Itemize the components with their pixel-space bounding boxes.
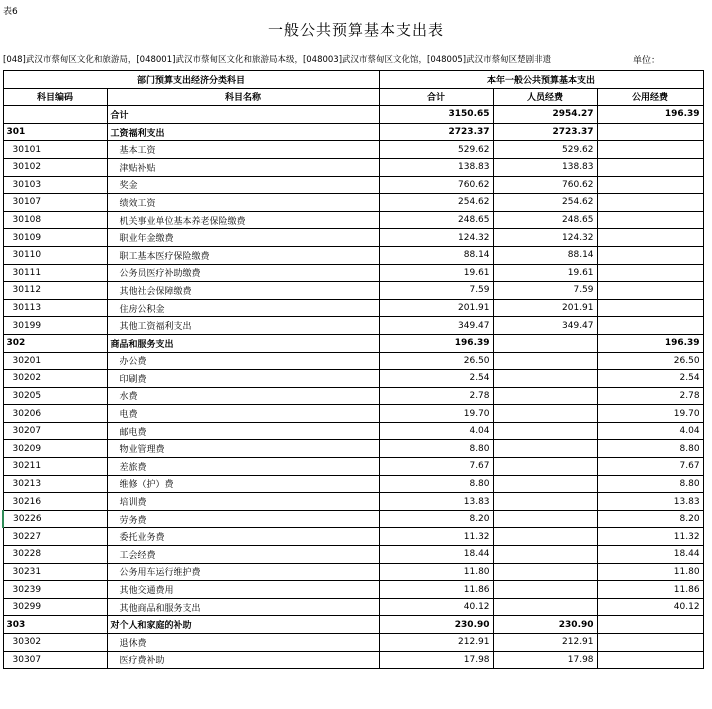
row-public	[597, 246, 703, 264]
row-code: 30209	[3, 440, 107, 458]
row-code: 303	[3, 616, 107, 634]
row-total: 88.14	[379, 246, 493, 264]
row-name: 劳务费	[107, 510, 379, 528]
table-row	[3, 246, 703, 264]
row-code: 30101	[3, 141, 107, 159]
row-public: 13.83	[597, 493, 703, 511]
header-row-columns	[3, 88, 703, 106]
row-code: 30205	[3, 387, 107, 405]
budget-table	[2, 70, 704, 669]
row-total: 8.20	[379, 510, 493, 528]
table-row	[3, 598, 703, 616]
table-row	[3, 387, 703, 405]
table-row	[3, 510, 703, 528]
row-code: 30107	[3, 194, 107, 212]
row-total: 2.78	[379, 387, 493, 405]
row-personnel	[493, 563, 597, 581]
row-public: 196.39	[597, 334, 703, 352]
table-row	[3, 194, 703, 212]
header-public: 公用经费	[597, 88, 703, 106]
row-name: 公务员医疗补助缴费	[107, 264, 379, 282]
row-total: 8.80	[379, 440, 493, 458]
row-name: 维修（护）费	[107, 475, 379, 493]
row-personnel	[493, 405, 597, 423]
row-public: 2.78	[597, 387, 703, 405]
row-public	[597, 211, 703, 229]
row-total: 349.47	[379, 317, 493, 335]
row-public	[597, 317, 703, 335]
unit-label: 单位：	[633, 56, 661, 66]
row-total: 201.91	[379, 299, 493, 317]
row-total: 529.62	[379, 141, 493, 159]
table-row	[3, 493, 703, 511]
row-code: 30103	[3, 176, 107, 194]
row-code: 302	[3, 334, 107, 352]
row-code: 30110	[3, 246, 107, 264]
row-code: 30231	[3, 563, 107, 581]
table-row	[3, 123, 703, 141]
row-name: 对个人和家庭的补助	[107, 616, 379, 634]
table-row	[3, 422, 703, 440]
row-personnel: 201.91	[493, 299, 597, 317]
row-code: 30112	[3, 282, 107, 300]
row-public: 11.80	[597, 563, 703, 581]
row-personnel: 529.62	[493, 141, 597, 159]
row-total: 138.83	[379, 158, 493, 176]
row-name: 其他社会保障缴费	[107, 282, 379, 300]
table-row	[3, 211, 703, 229]
row-public	[597, 158, 703, 176]
row-code: 30216	[3, 493, 107, 511]
table-row	[3, 229, 703, 247]
row-name: 住房公积金	[107, 299, 379, 317]
row-personnel	[493, 334, 597, 352]
row-total: 230.90	[379, 616, 493, 634]
row-total: 7.67	[379, 458, 493, 476]
row-code: 30307	[3, 651, 107, 669]
row-public: 2.54	[597, 370, 703, 388]
row-code: 30228	[3, 546, 107, 564]
row-total: 212.91	[379, 634, 493, 652]
row-code: 30102	[3, 158, 107, 176]
header-row-group	[3, 71, 703, 89]
row-code: 30227	[3, 528, 107, 546]
row-public: 8.80	[597, 475, 703, 493]
row-name: 津贴补贴	[107, 158, 379, 176]
row-code: 30201	[3, 352, 107, 370]
row-personnel	[493, 493, 597, 511]
header-group-right: 本年一般公共预算基本支出	[379, 71, 703, 89]
table-row	[3, 458, 703, 476]
row-name: 其他交通费用	[107, 581, 379, 599]
table-row	[3, 334, 703, 352]
row-public: 26.50	[597, 352, 703, 370]
row-personnel	[493, 352, 597, 370]
row-total: 13.83	[379, 493, 493, 511]
header-name: 科目名称	[107, 88, 379, 106]
row-personnel	[493, 387, 597, 405]
row-name: 水费	[107, 387, 379, 405]
row-personnel: 760.62	[493, 176, 597, 194]
row-personnel	[493, 458, 597, 476]
table-row	[3, 634, 703, 652]
row-name: 奖金	[107, 176, 379, 194]
row-public: 7.67	[597, 458, 703, 476]
table-row	[3, 264, 703, 282]
table-number: 表6	[3, 7, 18, 17]
row-name: 工会经费	[107, 546, 379, 564]
row-public: 8.20	[597, 510, 703, 528]
table-row	[3, 141, 703, 159]
row-name: 其他商品和服务支出	[107, 598, 379, 616]
row-public	[597, 229, 703, 247]
row-personnel: 124.32	[493, 229, 597, 247]
row-public	[597, 651, 703, 669]
total-total: 3150.65	[379, 106, 493, 124]
header-total: 合计	[379, 88, 493, 106]
table-row	[3, 475, 703, 493]
row-name: 基本工资	[107, 141, 379, 159]
row-total: 248.65	[379, 211, 493, 229]
row-public	[597, 299, 703, 317]
row-public: 19.70	[597, 405, 703, 423]
row-total: 40.12	[379, 598, 493, 616]
row-name: 邮电费	[107, 422, 379, 440]
page-title: 一般公共预算基本支出表	[267, 21, 444, 39]
row-personnel: 248.65	[493, 211, 597, 229]
row-public	[597, 123, 703, 141]
row-total: 18.44	[379, 546, 493, 564]
row-name: 委托业务费	[107, 528, 379, 546]
row-total: 760.62	[379, 176, 493, 194]
row-name: 印刷费	[107, 370, 379, 388]
row-public: 11.32	[597, 528, 703, 546]
row-public: 18.44	[597, 546, 703, 564]
row-public	[597, 616, 703, 634]
row-name: 职业年金缴费	[107, 229, 379, 247]
row-code: 30111	[3, 264, 107, 282]
row-name: 差旅费	[107, 458, 379, 476]
row-public: 4.04	[597, 422, 703, 440]
row-name: 职工基本医疗保险缴费	[107, 246, 379, 264]
row-personnel: 2723.37	[493, 123, 597, 141]
header-code: 科目编码	[3, 88, 107, 106]
row-code: 30109	[3, 229, 107, 247]
row-personnel	[493, 475, 597, 493]
row-public	[597, 141, 703, 159]
row-name: 物业管理费	[107, 440, 379, 458]
row-total: 17.98	[379, 651, 493, 669]
row-personnel: 212.91	[493, 634, 597, 652]
table-row	[3, 299, 703, 317]
row-personnel: 230.90	[493, 616, 597, 634]
row-personnel	[493, 528, 597, 546]
header-group-left: 部门预算支出经济分类科目	[3, 71, 379, 89]
row-total: 11.80	[379, 563, 493, 581]
table-row	[3, 616, 703, 634]
unit-list: [048]武汉市蔡甸区文化和旅游局，[048001]武汉市蔡甸区文化和旅游局本级，[048003]武汉市蔡甸区文化馆，[048005]武汉市蔡甸区楚剧非遗	[3, 55, 552, 65]
row-code: 30206	[3, 405, 107, 423]
table-row	[3, 352, 703, 370]
row-total: 19.61	[379, 264, 493, 282]
row-name: 公务用车运行维护费	[107, 563, 379, 581]
row-total: 7.59	[379, 282, 493, 300]
row-public	[597, 282, 703, 300]
row-personnel: 254.62	[493, 194, 597, 212]
table-row	[3, 651, 703, 669]
row-personnel	[493, 440, 597, 458]
row-public	[597, 634, 703, 652]
row-name: 其他工资福利支出	[107, 317, 379, 335]
row-name: 机关事业单位基本养老保险缴费	[107, 211, 379, 229]
table-row	[3, 581, 703, 599]
row-public: 40.12	[597, 598, 703, 616]
row-name: 办公费	[107, 352, 379, 370]
total-name: 合计	[107, 106, 379, 124]
row-personnel	[493, 598, 597, 616]
total-row	[3, 106, 703, 124]
table-row	[3, 528, 703, 546]
row-total: 4.04	[379, 422, 493, 440]
row-personnel	[493, 422, 597, 440]
table-row	[3, 317, 703, 335]
row-personnel: 7.59	[493, 282, 597, 300]
row-total: 196.39	[379, 334, 493, 352]
table-row	[3, 158, 703, 176]
row-personnel: 88.14	[493, 246, 597, 264]
total-public: 196.39	[597, 106, 703, 124]
row-code: 30113	[3, 299, 107, 317]
row-total: 11.32	[379, 528, 493, 546]
table-row	[3, 440, 703, 458]
row-name: 绩效工资	[107, 194, 379, 212]
row-total: 26.50	[379, 352, 493, 370]
total-code	[3, 106, 107, 124]
row-public	[597, 264, 703, 282]
row-total: 8.80	[379, 475, 493, 493]
table-row	[3, 282, 703, 300]
row-total: 19.70	[379, 405, 493, 423]
row-name: 医疗费补助	[107, 651, 379, 669]
row-public	[597, 176, 703, 194]
row-code: 30202	[3, 370, 107, 388]
row-personnel: 138.83	[493, 158, 597, 176]
row-code: 30299	[3, 598, 107, 616]
row-total: 2723.37	[379, 123, 493, 141]
row-total: 2.54	[379, 370, 493, 388]
total-personnel: 2954.27	[493, 106, 597, 124]
row-total: 254.62	[379, 194, 493, 212]
row-public	[597, 194, 703, 212]
table-row	[3, 370, 703, 388]
table-row	[3, 563, 703, 581]
row-public: 8.80	[597, 440, 703, 458]
row-personnel: 19.61	[493, 264, 597, 282]
row-code: 301	[3, 123, 107, 141]
table-row	[3, 546, 703, 564]
row-personnel	[493, 370, 597, 388]
table-row	[3, 405, 703, 423]
row-name: 商品和服务支出	[107, 334, 379, 352]
row-personnel	[493, 581, 597, 599]
row-personnel: 17.98	[493, 651, 597, 669]
row-personnel: 349.47	[493, 317, 597, 335]
row-public: 11.86	[597, 581, 703, 599]
row-personnel	[493, 546, 597, 564]
row-total: 124.32	[379, 229, 493, 247]
row-code: 30199	[3, 317, 107, 335]
header-personnel: 人员经费	[493, 88, 597, 106]
row-code: 30108	[3, 211, 107, 229]
row-code: 30302	[3, 634, 107, 652]
row-total: 11.86	[379, 581, 493, 599]
row-code: 30226	[3, 510, 107, 528]
row-personnel	[493, 510, 597, 528]
row-name: 工资福利支出	[107, 123, 379, 141]
row-name: 培训费	[107, 493, 379, 511]
row-code: 30207	[3, 422, 107, 440]
table-row	[3, 176, 703, 194]
row-name: 退休费	[107, 634, 379, 652]
row-code: 30213	[3, 475, 107, 493]
row-code: 30211	[3, 458, 107, 476]
row-name: 电费	[107, 405, 379, 423]
row-code: 30239	[3, 581, 107, 599]
